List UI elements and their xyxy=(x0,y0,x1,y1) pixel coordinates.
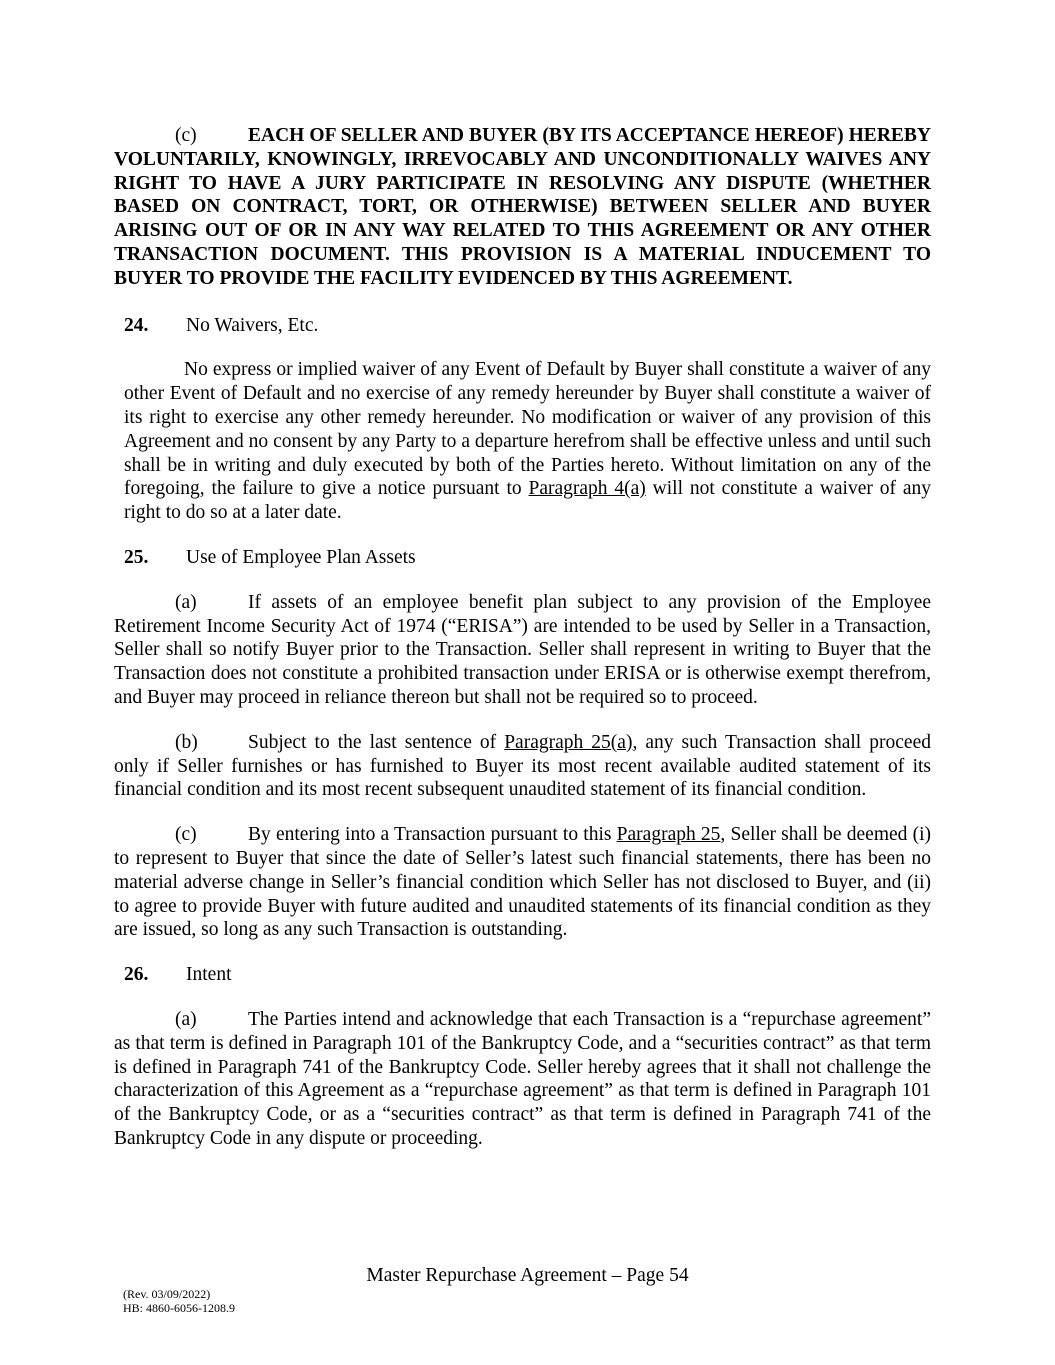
section-26a xyxy=(114,1008,931,1151)
footer-hb-number: HB: 4860-6056-1208.9 xyxy=(123,1301,235,1315)
footer-revision-info xyxy=(123,1287,235,1315)
section-25c xyxy=(114,823,931,942)
section-24-title: No Waivers, Etc. xyxy=(186,314,319,336)
footer-rev-date: (Rev. 03/09/2022) xyxy=(123,1287,211,1301)
paragraph-25-link[interactable]: Paragraph 25 xyxy=(616,824,721,846)
document-page xyxy=(114,124,931,1151)
para-c-jury-waiver xyxy=(114,124,931,291)
para-c-text: EACH OF SELLER AND BUYER (BY ITS ACCEPTANCE HEREOF) HEREBY VOLUNTARILY, KNOWINGLY, IRREVOCABLY AND UNCONDITIONALLY WAIVES ANY RIGHT TO HAVE A JURY PARTICIPATE IN RESOLVING ANY DISPUTE (WHETHER BASED ON CONTRACT, TORT, OR OTHERWISE) BETWEEN SELLER AND BUYER ARISING OUT OF OR IN ANY WAY RELATED TO THIS AGREEMENT OR ANY OTHER TRANSACTION DOCUMENT. THIS PROVISION IS A MATERIAL INDUCEMENT TO BUYER TO PROVIDE THE FACILITY EVIDENCED BY THIS AGREEMENT. xyxy=(114,125,931,289)
section-25c-label: (c) xyxy=(175,824,197,846)
section-26-heading xyxy=(124,963,931,987)
section-25b-label: (b) xyxy=(175,731,198,753)
footer-page-title: Master Repurchase Agreement – Page 54 xyxy=(366,1265,689,1286)
section-24-number: 24. xyxy=(124,314,149,336)
section-25c-text-2: , Seller shall be deemed (i) to represent to Buyer that since the date of Seller’s latest such financial statements, there has been no material adverse change in Seller’s financial condition which Seller has not disclosed to Buyer, and (ii) to agree to provide Buyer with future audited and unaudited statements of its financial condition as they are issued, so long as any such Transaction is outstanding. xyxy=(114,824,932,941)
section-25c-text-1: By entering into a Transaction pursuant to this xyxy=(248,824,617,846)
section-25b xyxy=(114,731,931,802)
section-26a-label: (a) xyxy=(175,1008,197,1030)
section-25-heading xyxy=(124,546,931,570)
section-25a-text: If assets of an employee benefit plan subject to any provision of the Employee Retirement Income Security Act of 1974 (“ERISA”) are intended to be used by Seller in a Transaction, Seller shall so notify Buyer prior to the Transaction. Seller shall represent in writing to Buyer that the Transaction does not constitute a prohibited transaction under ERISA or is otherwise exempt therefrom, and Buyer may proceed in reliance thereon but shall not be required so to proceed. xyxy=(114,591,931,708)
section-25a-label: (a) xyxy=(175,591,197,613)
section-24-heading xyxy=(124,314,931,338)
section-26-number: 26. xyxy=(124,964,149,986)
paragraph-4a-link[interactable]: Paragraph 4(a) xyxy=(528,478,646,500)
section-24-text-2: will not constitute a waiver of any right to do so at a later date. xyxy=(124,478,931,524)
para-c-label: (c) xyxy=(175,125,197,146)
section-25a xyxy=(114,591,931,710)
section-25b-text-2: , any such Transaction shall proceed only if Seller furnishes or has furnished to Buyer its most recent available audited statement of its financial condition and its most recent subsequent unaudited statement of its financial condition. xyxy=(114,731,931,801)
section-25-title: Use of Employee Plan Assets xyxy=(186,546,416,568)
section-26-title: Intent xyxy=(186,964,232,986)
section-26a-text: The Parties intend and acknowledge that each Transaction is a “repurchase agreement” as that term is defined in Paragraph 101 of the Bankruptcy Code, and a “securities contract” as that term is defined in Paragraph 741 of the Bankruptcy Code. Seller hereby agrees that it shall not challenge the characterization of this Agreement as a “repurchase agreement” as that term is defined in Paragraph 101 of the Bankruptcy Code, or as a “securities contract” as that term is defined in Paragraph 741 of the Bankruptcy Code in any dispute or proceeding. xyxy=(114,1008,931,1149)
section-24-text-1: No express or implied waiver of any Event of Default by Buyer shall constitute a waiver of any other Event of Default and no exercise of any remedy hereunder by Buyer shall constitute a waiver of its right to exercise any other remedy hereunder. No modification or waiver of any provision of this Agreement and no consent by any Party to a departure herefrom shall be effective unless and until such shall be in writing and duly executed by both of the Parties hereto. Without limitation on any of the foregoing, the failure to give a notice pursuant to xyxy=(124,359,931,500)
section-25-number: 25. xyxy=(124,546,149,568)
section-24-body xyxy=(124,358,931,525)
section-25b-text-1: Subject to the last sentence of xyxy=(248,731,505,753)
paragraph-25a-link[interactable]: Paragraph 25(a) xyxy=(504,731,633,753)
